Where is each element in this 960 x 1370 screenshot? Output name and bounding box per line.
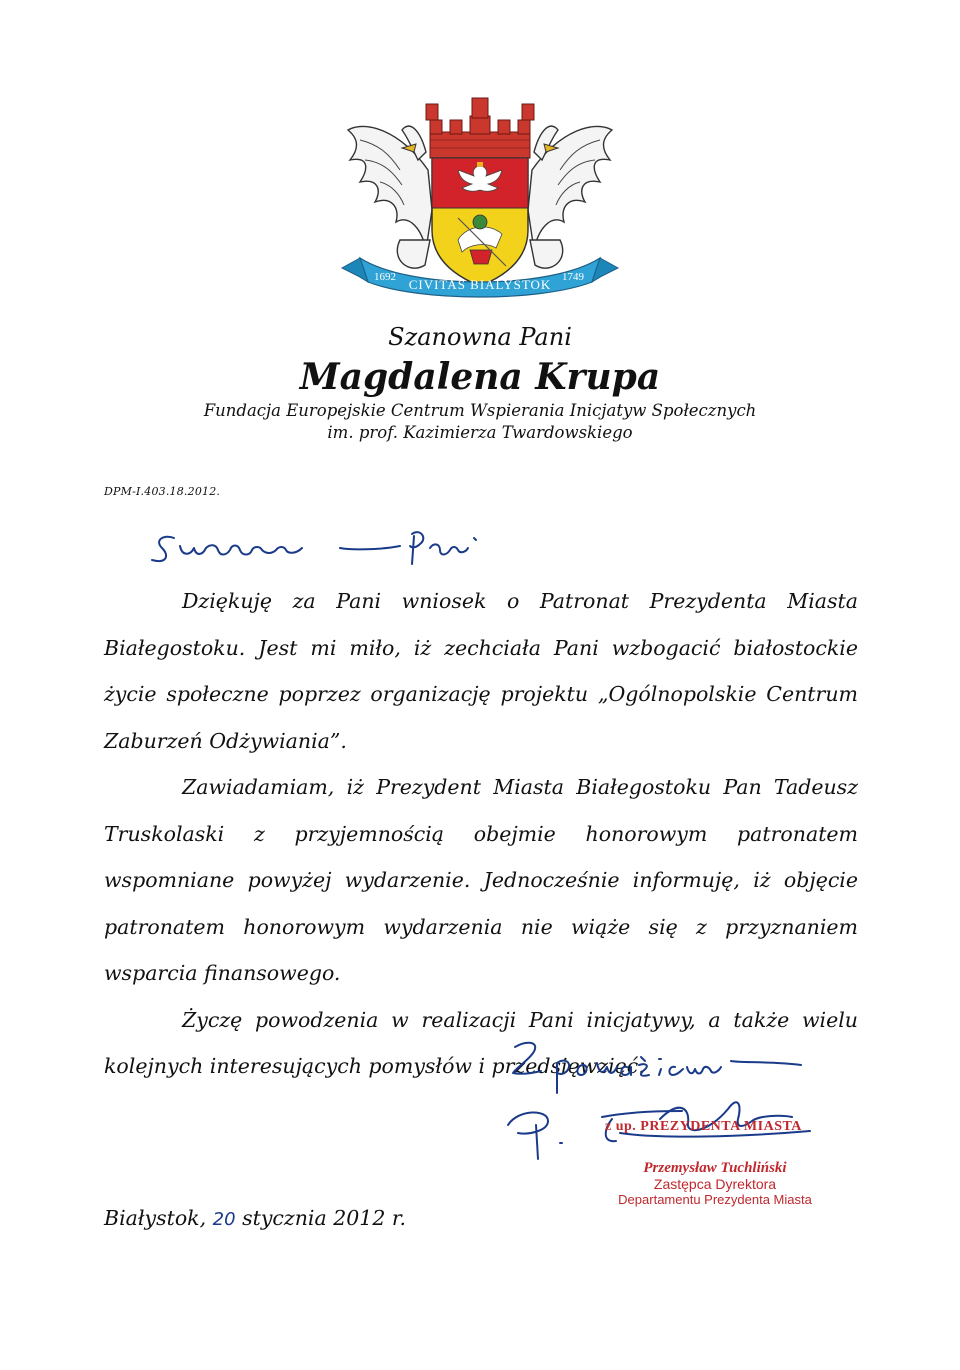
crest-year-left: 1692 — [374, 271, 396, 283]
stamp-official-role: Zastępca Dyrektora — [653, 1176, 777, 1192]
recipient-name: Magdalena Krupa — [299, 356, 661, 398]
body-paragraph-2: Zawiadamiam, iż Prezydent Miasta Białegostoku Pan Tadeusz Truskolaski z przyjemnością obejmie honorowym patronatem wspomniane powyżej wydarzenie. Jednocześnie informuję, iż objęcie patronatem honorowym wydarzenia nie wiąże się z przyznaniem wsparcia finansowego. — [104, 775, 858, 985]
coat-of-arms-emblem — [330, 90, 630, 305]
place: Białystok, — [104, 1206, 207, 1230]
letter-body — [104, 578, 858, 1090]
crest-motto: CIVITAS BIALYSTOK — [408, 277, 552, 292]
body-paragraph-3: Życzę powodzenia w realizacji Pani inicjatywy, a także wielu kolejnych interesujących pomysłów i przedsięwzięć. — [104, 1007, 858, 1078]
handwritten-salutation — [150, 520, 500, 570]
stamp-department: Departamentu Prezydenta Miasta — [618, 1192, 812, 1207]
body-paragraph-1: Dziękuję za Pani wniosek o Patronat Prezydenta Miasta Białegostoku. Jest mi miło, iż zechciała Pani wzbogacić białostockie życie społeczne poprzez organizację projektu „Ogólnopolskie Centrum Zaburzeń Odżywiania”. — [104, 589, 858, 753]
stamp-official-name: Przemysław Tuchliński — [643, 1160, 787, 1176]
addressee-block — [0, 322, 960, 444]
organization-line-1: Fundacja Europejskie Centrum Wspierania Inicjatyw Społecznych — [203, 401, 757, 420]
crest-year-right: 1749 — [562, 271, 584, 283]
handwritten-day: 20 — [212, 1209, 236, 1230]
stamp-title: z up. PREZYDENTA MIASTA — [605, 1119, 802, 1134]
month-year: stycznia 2012 r. — [242, 1206, 406, 1230]
official-stamp — [600, 1160, 830, 1208]
organization-line-2: im. prof. Kazimierza Twardowskiego — [327, 423, 633, 442]
place-and-date — [104, 1206, 406, 1230]
greeting: Szanowna Pani — [388, 323, 572, 351]
reference-number: DPM-I.403.18.2012. — [104, 485, 221, 498]
